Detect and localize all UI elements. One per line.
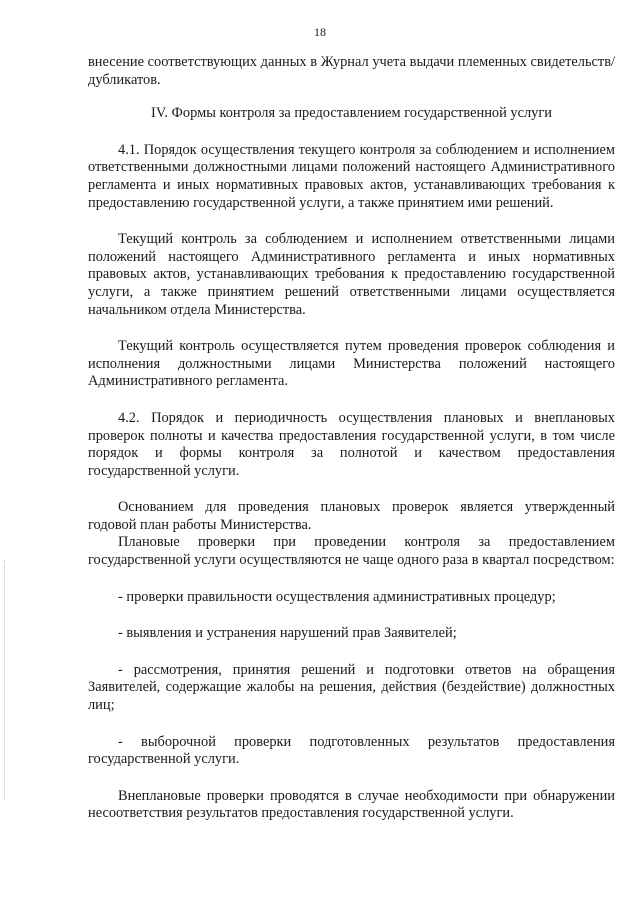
paragraph-4-1: 4.1. Порядок осуществления текущего контроля за соблюдением и исполнением ответственными должностными лицами положений настоящего Административного регламента и иных нормативных правовых актов, устанавливающих требования к предоставлению государственной услуги, а также принятием ими решений.	[88, 141, 615, 211]
scan-edge-artifact	[4, 560, 6, 800]
paragraph: Текущий контроль за соблюдением и исполнением ответственными лицами положений настоящего Административного регламента и иных нормативных правовых актов, устанавливающих требования к предоставлению государственной услуги, а также принятием решений ответственными лицами осуществляется начальником отдела Министерства.	[88, 231, 615, 318]
paragraph: Внеплановые проверки проводятся в случае необходимости при обнаружении несоответствия результатов предоставления государственной услуги.	[88, 787, 615, 822]
paragraph: Основанием для проведения плановых проверок является утвержденный годовой план работы Министерства.	[88, 499, 615, 533]
section-heading: IV. Формы контроля за предоставлением государственной услуги	[151, 105, 552, 122]
page-number: 18	[314, 25, 326, 39]
list-item: - выборочной проверки подготовленных результатов предоставления государственной услуги.	[88, 733, 615, 768]
list-item: - выявления и устранения нарушений прав Заявителей;	[118, 625, 457, 642]
paragraph-continued: внесение соответствующих данных в Журнал учета выдачи племенных свидетельств/дубликатов.	[88, 54, 615, 88]
page-body	[88, 54, 615, 823]
paragraph: Плановые проверки при проведении контроля за предоставлением государственной услуги осуществляются не чаще одного раза в квартал посредством:	[88, 534, 615, 569]
paragraph: Текущий контроль осуществляется путем проведения проверок соблюдения и исполнения должностными лицами Министерства положений настоящего Административного регламента.	[88, 338, 615, 390]
list-item: - проверки правильности осуществления административных процедур;	[118, 588, 556, 605]
paragraph-4-2: 4.2. Порядок и периодичность осуществления плановых и внеплановых проверок полноты и качества предоставления государственной услуги, в том числе порядок и формы контроля за полнотой и качеством предоставления государственной услуги.	[88, 409, 615, 479]
list-item: - рассмотрения, принятия решений и подготовки ответов на обращения Заявителей, содержащие жалобы на решения, действия (бездействие) должностных лиц;	[88, 661, 615, 714]
